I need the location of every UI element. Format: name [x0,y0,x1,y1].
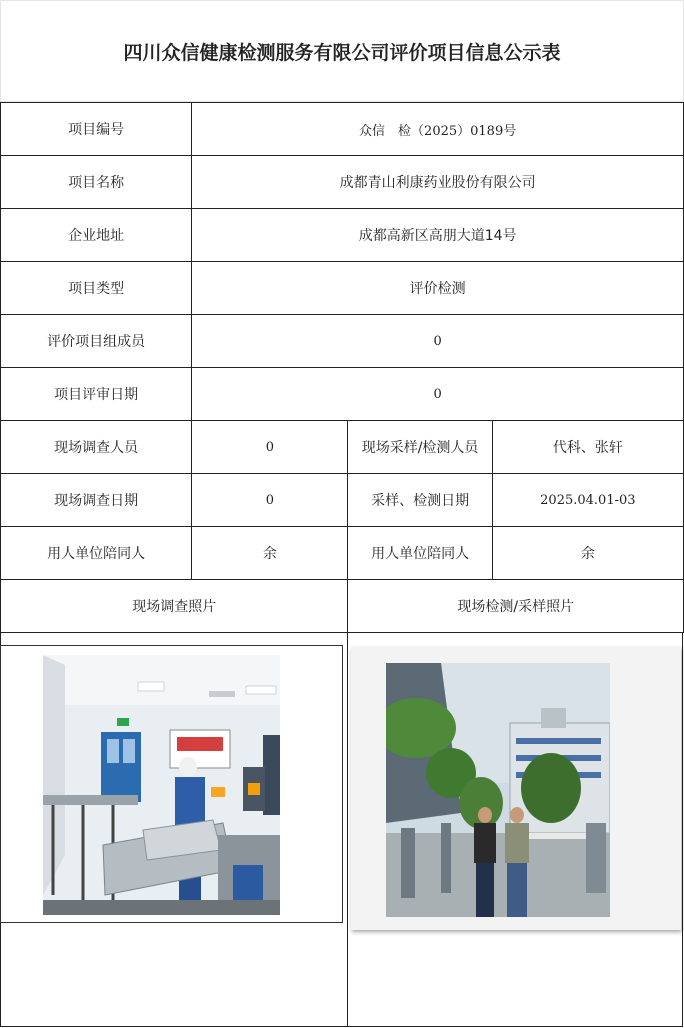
table-row [1,421,684,474]
table-row [1,103,684,156]
table-row [1,368,684,421]
sampling-photo [386,663,610,917]
sampling-date-value: 2025.04.01-03 [492,474,683,527]
address-value: 成都高新区高朋大道14号 [192,209,684,262]
sampling-date-label: 采样、检测日期 [348,474,492,527]
escort-value: 余 [192,527,348,580]
survey-date-value: 0 [192,474,348,527]
info-table [0,102,684,633]
members-label: 评价项目组成员 [1,315,192,368]
table-row [1,262,684,315]
escort-label-2: 用人单位陪同人 [348,527,492,580]
table-row [1,580,684,633]
project-name-value: 成都青山利康药业股份有限公司 [192,156,684,209]
table-row [1,315,684,368]
table-row [1,527,684,580]
project-type-value: 评价检测 [192,262,684,315]
survey-photo-frame [0,645,343,923]
table-row [1,156,684,209]
photo-section [0,633,684,1027]
project-no-label: 项目编号 [1,103,192,156]
sampling-photo-header: 现场检测/采样照片 [348,580,684,633]
sampling-staff-label: 现场采样/检测人员 [348,421,492,474]
review-date-label: 项目评审日期 [1,368,192,421]
review-date-value: 0 [192,368,684,421]
survey-photo [43,655,280,915]
divider [347,633,348,1027]
divider [0,1026,683,1027]
page-title: 四川众信健康检测服务有限公司评价项目信息公示表 [0,0,684,102]
table-row [1,209,684,262]
sampling-photo-frame [351,647,681,930]
project-type-label: 项目类型 [1,262,192,315]
table-row [1,474,684,527]
survey-staff-label: 现场调查人员 [1,421,192,474]
escort-label: 用人单位陪同人 [1,527,192,580]
members-value: 0 [192,315,684,368]
project-no-value: 众信 检（2025）0189号 [192,103,684,156]
project-name-label: 项目名称 [1,156,192,209]
survey-date-label: 现场调查日期 [1,474,192,527]
address-label: 企业地址 [1,209,192,262]
escort-value-2: 余 [492,527,683,580]
survey-photo-header: 现场调查照片 [1,580,348,633]
sampling-staff-value: 代科、张轩 [492,421,683,474]
divider [682,633,683,1027]
survey-staff-value: 0 [192,421,348,474]
